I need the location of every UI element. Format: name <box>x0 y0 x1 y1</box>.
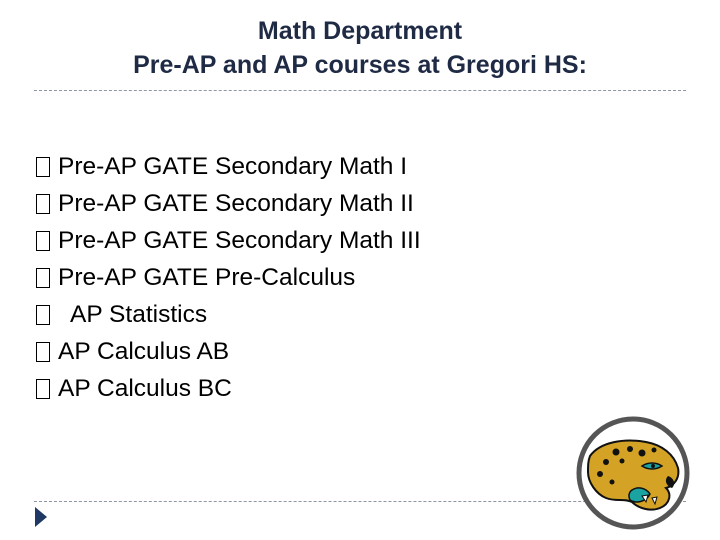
box-bullet-icon <box>36 194 50 214</box>
course-item <box>36 148 421 185</box>
title-line-1: Math Department <box>257 17 463 45</box>
jaguar-logo <box>576 416 690 530</box>
course-label: AP Statistics <box>70 300 208 328</box>
triangle-next-icon[interactable] <box>35 507 47 527</box>
course-label: AP Calculus AB <box>58 337 230 365</box>
box-bullet-icon <box>36 268 50 288</box>
course-item <box>36 333 421 370</box>
slide-title <box>0 14 720 82</box>
course-item <box>36 185 421 222</box>
course-label: Pre-AP GATE Pre-Calculus <box>58 263 356 291</box>
course-label: Pre-AP GATE Secondary Math II <box>58 189 414 217</box>
top-divider <box>34 90 686 91</box>
course-label: Pre-AP GATE Secondary Math I <box>58 152 408 180</box>
box-bullet-icon <box>36 342 50 362</box>
course-item <box>36 370 421 407</box>
box-bullet-icon <box>36 231 50 251</box>
box-bullet-icon <box>36 305 50 325</box>
course-list <box>36 148 421 407</box>
course-item <box>36 259 421 296</box>
course-label: AP Calculus BC <box>58 374 232 402</box>
course-item <box>36 296 421 333</box>
box-bullet-icon <box>36 379 50 399</box>
course-label: Pre-AP GATE Secondary Math III <box>58 226 421 254</box>
title-line-2: Pre-AP and AP courses at Gregori HS: <box>133 51 587 79</box>
course-item <box>36 222 421 259</box>
box-bullet-icon <box>36 157 50 177</box>
